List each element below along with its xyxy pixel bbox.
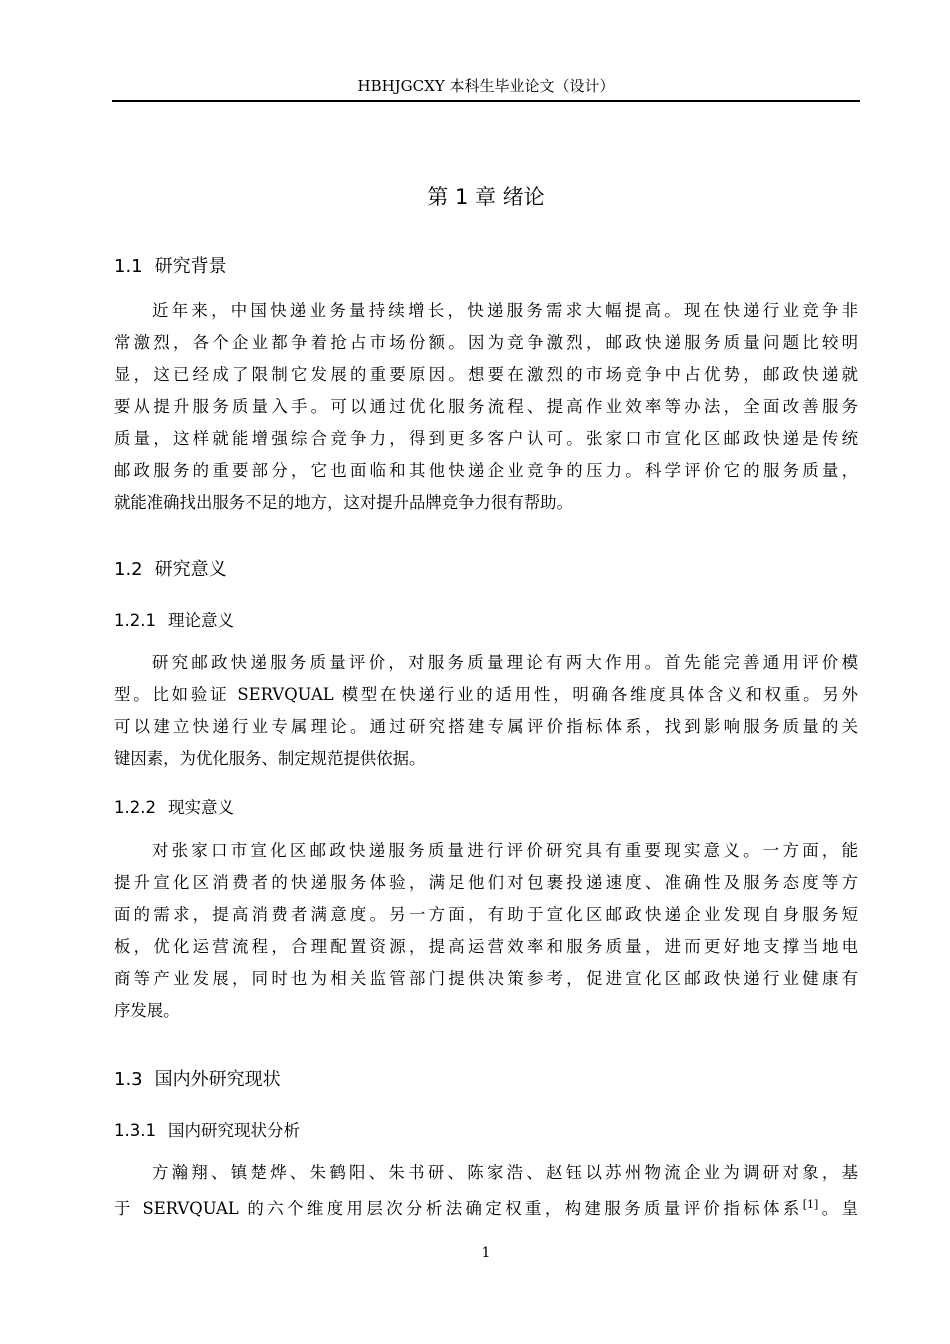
text-line-with-citation bbox=[114, 1189, 858, 1221]
paragraph-theoretical-significance bbox=[114, 647, 858, 775]
text-line: 近年来，中国快递业务量持续增长，快递服务需求大幅提高。现在快递行业竞争非 bbox=[152, 301, 858, 320]
section-heading-1-1 bbox=[114, 255, 227, 279]
text-line: 型。比如验证 SERVQUAL 模型在快递行业的适用性，明确各维度具体含义和权重。另外 bbox=[114, 685, 858, 704]
text-fragment: 于 SERVQUAL 的六个维度用层次分析法确定权重，构建服务质量评价指标体系 bbox=[114, 1199, 803, 1218]
section-number: 1.3 bbox=[114, 1069, 143, 1090]
section-title: 研究意义 bbox=[154, 559, 227, 580]
text-line: 提升宣化区消费者的快递服务体验，满足他们对包裹投递速度、准确性及服务态度等方 bbox=[114, 873, 858, 892]
header-rule bbox=[112, 100, 860, 102]
section-heading-1-2 bbox=[114, 558, 227, 582]
section-title: 国内外研究现状 bbox=[154, 1069, 281, 1090]
text-line: 研究邮政快递服务质量评价，对服务质量理论有两大作用。首先能完善通用评价模 bbox=[152, 653, 858, 672]
text-line: 就能准确找出服务不足的地方，这对提升品牌竞争力很有帮助。 bbox=[114, 493, 573, 512]
section-number: 1.3.1 bbox=[114, 1121, 156, 1140]
section-number: 1.2 bbox=[114, 559, 143, 580]
text-line: 商等产业发展，同时也为相关监管部门提供决策参考，促进宣化区邮政快递行业健康有 bbox=[114, 969, 858, 988]
section-number: 1.2.2 bbox=[114, 798, 156, 817]
subsection-heading-1-2-1 bbox=[114, 610, 234, 632]
page-number: 1 bbox=[481, 1245, 491, 1261]
section-title: 理论意义 bbox=[167, 611, 234, 630]
section-title: 国内研究现状分析 bbox=[167, 1121, 300, 1140]
chapter-title: 第 1 章 绪论 bbox=[427, 185, 545, 209]
section-heading-1-3 bbox=[114, 1068, 281, 1092]
text-line: 板，优化运营流程，合理配置资源，提高运营效率和服务质量，进而更好地支撑当地电 bbox=[114, 937, 858, 956]
text-line: 序发展。 bbox=[114, 1001, 180, 1020]
text-line: 对张家口市宣化区邮政快递服务质量进行评价研究具有重要现实意义。一方面，能 bbox=[152, 841, 858, 860]
paragraph-domestic-research bbox=[114, 1157, 858, 1221]
text-line: 邮政服务的重要部分，它也面临和其他快递企业竞争的压力。科学评价它的服务质量， bbox=[114, 461, 858, 480]
subsection-heading-1-3-1 bbox=[114, 1120, 300, 1142]
section-title: 研究背景 bbox=[154, 256, 227, 277]
text-line: 常激烈，各个企业都争着抢占市场份额。因为竞争激烈，邮政快递服务质量问题比较明 bbox=[114, 333, 858, 352]
text-line: 方瀚翔、镇楚烨、朱鹤阳、朱书研、陈家浩、赵钰以苏州物流企业为调研对象，基 bbox=[152, 1163, 858, 1182]
text-line: 质量，这样就能增强综合竞争力，得到更多客户认可。张家口市宣化区邮政快递是传统 bbox=[114, 429, 858, 448]
section-number: 1.2.1 bbox=[114, 611, 156, 630]
text-line: 要从提升服务质量入手。可以通过优化服务流程、提高作业效率等办法，全面改善服务 bbox=[114, 397, 858, 416]
text-line: 可以建立快递行业专属理论。通过研究搭建专属评价指标体系，找到影响服务质量的关 bbox=[114, 717, 858, 736]
text-line: 键因素，为优化服务、制定规范提供依据。 bbox=[114, 749, 426, 768]
section-title: 现实意义 bbox=[167, 798, 234, 817]
running-header: HBHJGCXY 本科生毕业论文（设计） bbox=[357, 77, 615, 95]
paragraph-background bbox=[114, 295, 858, 519]
text-line: 显，这已经成了限制它发展的重要原因。想要在激烈的市场竞争中占优势，邮政快递就 bbox=[114, 365, 858, 384]
section-number: 1.1 bbox=[114, 256, 143, 277]
subsection-heading-1-2-2 bbox=[114, 797, 234, 819]
citation-reference[interactable]: [1] bbox=[802, 1198, 819, 1211]
paragraph-practical-significance bbox=[114, 835, 858, 1027]
text-fragment: 。皇 bbox=[818, 1199, 858, 1218]
text-line: 面的需求，提高消费者满意度。另一方面，有助于宣化区邮政快递企业发现自身服务短 bbox=[114, 905, 858, 924]
